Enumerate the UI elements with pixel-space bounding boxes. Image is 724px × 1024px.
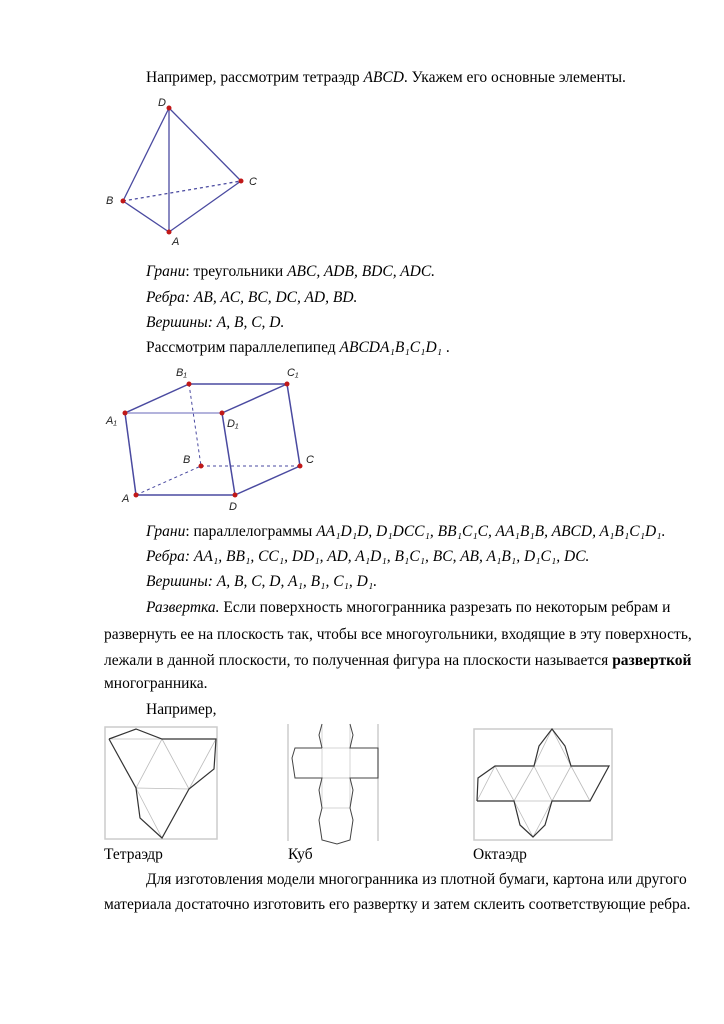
label-A1: A₁ bbox=[106, 415, 117, 427]
net-def-text: Если поверхность многогранника разрезать по некоторым ребрам и bbox=[219, 599, 671, 616]
vertices-value: : A, B, C, D, A₁, B₁, C₁, D₁. bbox=[207, 573, 378, 590]
para-intro-rest: . bbox=[442, 339, 450, 356]
edges-label: Ребра bbox=[146, 289, 185, 306]
tetra-vertices bbox=[146, 313, 284, 333]
para-vertices bbox=[123, 382, 303, 498]
faces-label: Грани bbox=[146, 263, 186, 280]
para-vertices bbox=[146, 572, 377, 592]
label-D: D bbox=[158, 97, 166, 109]
tetrahedron-net bbox=[105, 727, 217, 839]
octahedron-net bbox=[474, 729, 612, 840]
edges-value: : AB, AC, BC, DC, AD, BD. bbox=[184, 289, 358, 306]
intro-rest: . Укажем его основные элементы. bbox=[403, 69, 626, 86]
label-A: A bbox=[172, 236, 180, 248]
caption-octahedron: Октаэдр bbox=[473, 846, 527, 863]
net-bold-term: разверткой bbox=[612, 652, 692, 669]
net-def-line1 bbox=[146, 598, 671, 618]
label-C: C bbox=[249, 176, 257, 188]
para-edges bbox=[146, 547, 589, 567]
vertices-label: Вершины bbox=[146, 314, 208, 331]
net-def-line3 bbox=[104, 651, 692, 671]
net-term: Развертка. bbox=[146, 599, 220, 616]
para-name: ABCDA₁B₁C₁D₁ bbox=[339, 339, 443, 356]
faces-label: Грани bbox=[146, 523, 186, 540]
net-def-line4: многогранника. bbox=[104, 675, 208, 692]
faces-value: AA₁D₁D, D₁DCC₁, BB₁C₁C, AA₁B₁B, ABCD, A₁B₁C₁D₁. bbox=[316, 523, 666, 540]
para-faces bbox=[146, 522, 665, 542]
tetra-faces bbox=[146, 262, 435, 282]
tetra-name: ABCD bbox=[363, 69, 404, 86]
closing-line2: материала достаточно изготовить его развертку и затем склеить соответствующие ребра. bbox=[104, 896, 691, 913]
label-C1: C₁ bbox=[287, 367, 299, 379]
caption-cube: Куб bbox=[288, 846, 313, 863]
net-def-line2: развернуть ее на плоскость так, чтобы все многоугольники, входящие в эту поверхность, bbox=[104, 626, 692, 643]
label-A: A bbox=[122, 493, 130, 505]
edges-label: Ребра bbox=[146, 548, 185, 565]
tetra-edges bbox=[146, 288, 357, 308]
faces-text: : параллелограммы bbox=[185, 523, 317, 540]
faces-value: ABC, ADB, BDC, ADC. bbox=[287, 263, 436, 280]
label-B: B bbox=[106, 195, 114, 207]
label-C: C bbox=[306, 454, 314, 466]
vertices-label: Вершины bbox=[146, 573, 208, 590]
intro-text: Например, рассмотрим тетраэдр bbox=[146, 69, 364, 86]
closing-line1: Для изготовления модели многогранника из плотной бумаги, картона или другого bbox=[146, 871, 687, 888]
cube-net bbox=[288, 724, 378, 844]
para-intro bbox=[146, 338, 450, 358]
example-text: Например, bbox=[146, 701, 217, 718]
caption-tetrahedron: Тетраэдр bbox=[104, 846, 163, 863]
label-D1: D₁ bbox=[227, 418, 239, 430]
tetrahedron-figure bbox=[123, 108, 241, 232]
label-B: B bbox=[183, 454, 191, 466]
label-B1: B₁ bbox=[176, 367, 187, 379]
faces-text: : треугольники bbox=[185, 263, 288, 280]
vertices-value: : A, B, C, D. bbox=[207, 314, 285, 331]
label-D: D bbox=[229, 501, 237, 513]
edges-value: : AA₁, BB₁, CC₁, DD₁, AD, A₁D₁, B₁C₁, BC, AB, A₁B₁, D₁C₁, DC. bbox=[184, 548, 590, 565]
net-def-text: лежали в данной плоскости, то полученная фигура на плоскости называется bbox=[104, 652, 613, 669]
parallelepiped-figure bbox=[125, 384, 300, 495]
para-intro-text: Рассмотрим параллелепипед bbox=[146, 339, 340, 356]
